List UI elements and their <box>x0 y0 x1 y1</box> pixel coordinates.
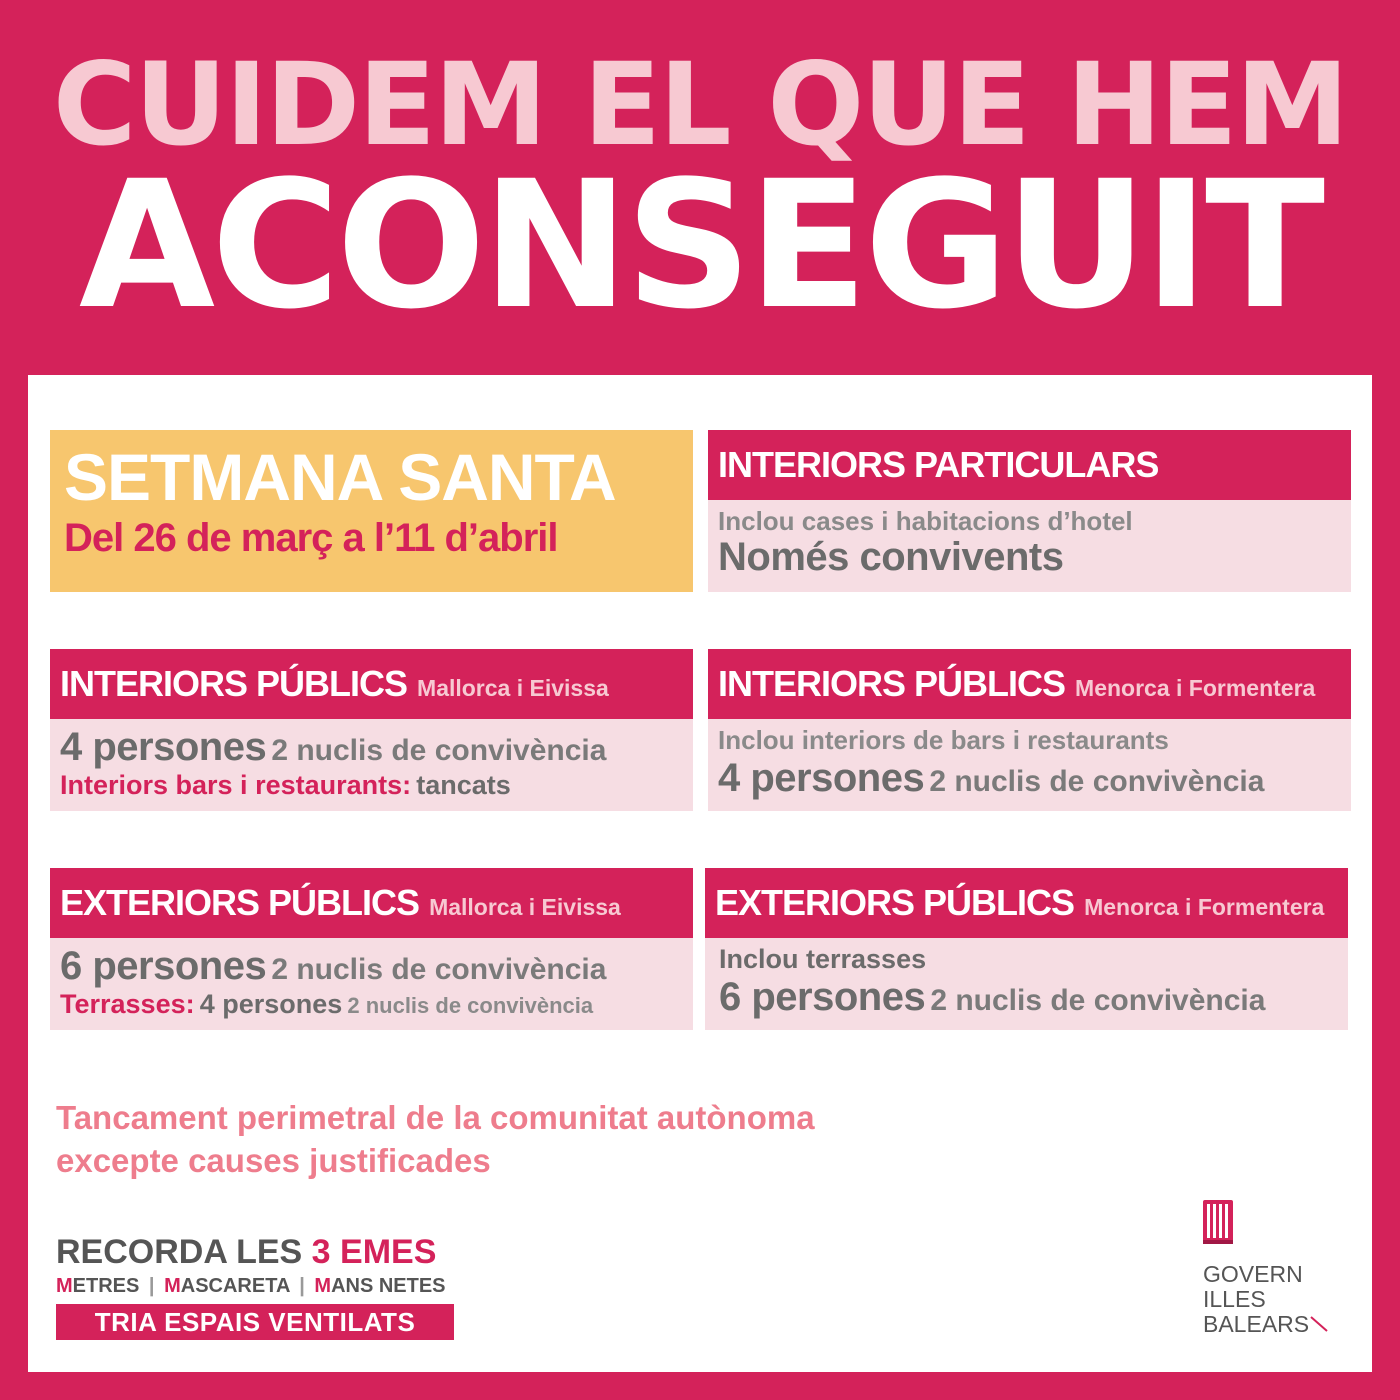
reminder-items <box>56 1275 456 1298</box>
card-body <box>50 938 693 1030</box>
slash-mark-icon <box>1309 1313 1329 1335</box>
perimeter-notice <box>56 1097 815 1183</box>
govern-logo <box>1203 1200 1353 1340</box>
card-interiors-publics-menorca-formentera <box>708 649 1351 811</box>
logo-line-3: BALEARS <box>1203 1312 1329 1337</box>
terraces-nuclei: 2 nuclis de convivència <box>347 993 594 1018</box>
notice-line-1: Tancament perimetral de la comunitat autònoma <box>56 1099 815 1136</box>
headline-line-2: ACONSEGUIT <box>78 143 1322 348</box>
nuclei-count: 2 nuclis de convivència <box>271 734 607 767</box>
reminder-prefix: RECORDA LES <box>56 1233 312 1271</box>
people-count: 4 persones <box>718 756 925 800</box>
terraces-people: 4 persones <box>199 989 343 1019</box>
card-body <box>708 719 1351 811</box>
bars-value: tancats <box>416 770 511 800</box>
reminder-item-mans-netes: MANS NETES <box>314 1275 446 1297</box>
separator: | <box>299 1275 305 1297</box>
easter-block <box>50 430 693 592</box>
reminder-block <box>56 1235 456 1340</box>
card-region: Mallorca i Eivissa <box>417 674 609 701</box>
bars-label: Interiors bars i restaurants: <box>60 770 412 800</box>
card-note: Inclou terrasses <box>719 944 927 974</box>
easter-title: SETMANA SANTA <box>64 440 616 514</box>
card-exteriors-publics-menorca-formentera <box>705 868 1348 1030</box>
easter-dates: Del 26 de març a l’11 d’abril <box>64 516 558 560</box>
card-title: EXTERIORS PÚBLICS <box>60 882 420 923</box>
logo-text <box>1203 1262 1329 1336</box>
separator: | <box>148 1275 155 1297</box>
info-panel <box>28 375 1372 1372</box>
headline-line-1: CUIDEM EL QUE HEM <box>52 38 1348 171</box>
nuclei-count: 2 nuclis de convivència <box>271 953 607 986</box>
people-count: 6 persones <box>719 975 926 1019</box>
card-exteriors-publics-mallorca-eivissa <box>50 868 693 1030</box>
reminder-title <box>56 1235 456 1269</box>
card-region: Menorca i Formentera <box>1075 674 1316 701</box>
ventilation-banner: TRIA ESPAIS VENTILATS <box>56 1304 454 1340</box>
card-title: INTERIORS PÚBLICS <box>60 663 408 704</box>
card-header <box>50 649 693 719</box>
card-header <box>708 430 1351 500</box>
card-note: Inclou cases i habitacions d’hotel <box>718 506 1133 536</box>
card-title: INTERIORS PARTICULARS <box>718 444 1159 485</box>
people-count: 6 persones <box>60 944 267 988</box>
coat-of-arms-icon <box>1203 1200 1233 1244</box>
card-note: Inclou interiors de bars i restaurants <box>718 725 1169 755</box>
card-title: EXTERIORS PÚBLICS <box>715 882 1075 923</box>
card-header <box>705 868 1348 938</box>
notice-line-2: excepte causes justificades <box>56 1141 491 1179</box>
reminder-item-mascareta: MASCARETA <box>164 1275 290 1297</box>
nuclei-count: 2 nuclis de convivència <box>929 765 1265 798</box>
card-interiors-particulars <box>708 430 1351 592</box>
people-count: 4 persones <box>60 725 267 769</box>
card-header <box>50 868 693 938</box>
card-region: Menorca i Formentera <box>1084 893 1325 920</box>
card-interiors-publics-mallorca-eivissa <box>50 649 693 811</box>
reminder-item-metres: METRES <box>56 1275 140 1297</box>
headline <box>0 0 1400 370</box>
logo-line-1: GOVERN <box>1203 1261 1303 1287</box>
card-body <box>705 938 1348 1030</box>
card-header <box>708 649 1351 719</box>
nuclei-count: 2 nuclis de convivència <box>930 984 1266 1017</box>
reminder-highlight: 3 EMES <box>311 1233 437 1271</box>
logo-line-2: ILLES <box>1203 1285 1266 1312</box>
terraces-label: Terrasses: <box>60 989 195 1019</box>
card-title: INTERIORS PÚBLICS <box>718 663 1066 704</box>
card-region: Mallorca i Eivissa <box>429 893 621 920</box>
card-rule: Només convivents <box>718 535 1064 579</box>
card-body <box>50 719 693 811</box>
card-body <box>708 500 1351 592</box>
